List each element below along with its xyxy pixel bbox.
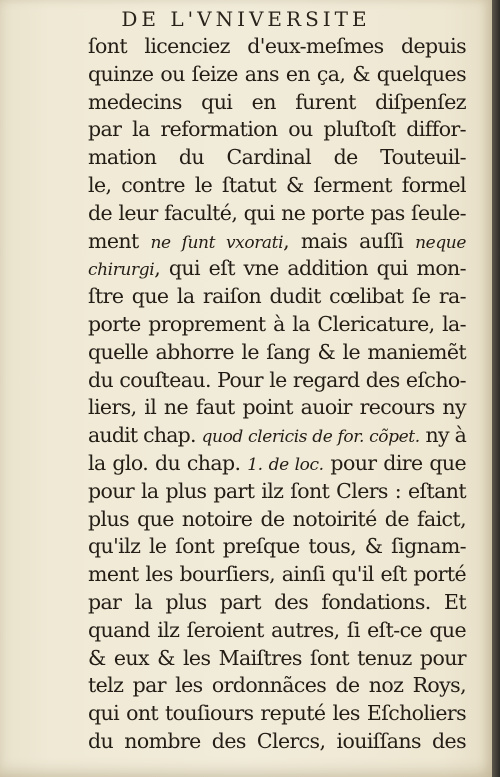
- text-line: [88, 450, 466, 478]
- italic-citation: neque: [415, 232, 467, 253]
- text-line: [88, 672, 466, 700]
- italic-citation: quod clericis de for. cõpet.: [201, 427, 420, 448]
- text-run: quand ilz ſeroient autres, ſi eſt-ce que: [88, 617, 466, 642]
- text-line: [88, 561, 466, 589]
- italic-citation: chirurgi: [88, 260, 155, 281]
- text-run: du couſteau. Pour le regard des eſcho-: [88, 367, 466, 392]
- text-line: [88, 228, 466, 256]
- text-line: [88, 589, 466, 617]
- text-run: pour la plus part ilz ſont Clers : eſtant: [88, 478, 466, 503]
- text-line: [88, 200, 466, 228]
- text-run: par la plus part des fondations. Et: [88, 589, 466, 614]
- text-line: [88, 33, 466, 61]
- text-run: audit chap.: [88, 423, 202, 448]
- text-line: [88, 61, 466, 89]
- text-line: [88, 700, 466, 728]
- text-run: la glo. du chap.: [88, 450, 248, 475]
- text-line: [88, 617, 466, 645]
- text-run: de leur faculté, qui ne porte pas ſeule-: [88, 200, 466, 225]
- text-line: [88, 728, 466, 756]
- text-run: du nombre des Clercs, iouiſſans des: [88, 728, 466, 753]
- text-run: medecins qui en furent diſpenſez: [88, 89, 466, 114]
- text-line: [88, 283, 466, 311]
- text-line: [88, 533, 466, 561]
- text-line: [88, 172, 466, 200]
- text-line: [88, 89, 466, 117]
- text-line: [88, 311, 466, 339]
- italic-citation: 1. de loc.: [247, 454, 324, 475]
- text-run: pour dire que: [323, 450, 466, 475]
- text-run: par la reformation ou pluſtoſt diffor-: [88, 117, 466, 142]
- text-line: [88, 422, 466, 450]
- text-line: [88, 367, 466, 395]
- text-line: [88, 506, 466, 534]
- text-run: liers, il ne faut point auoir recours ny: [88, 395, 466, 420]
- text-line: [88, 144, 466, 172]
- text-run: telz par les ordonnãces de noz Roys,: [88, 673, 466, 698]
- text-line: [88, 478, 466, 506]
- text-run: , mais auſſi: [283, 228, 416, 253]
- page-edge: [492, 0, 500, 777]
- text-line: [88, 116, 466, 144]
- text-run: ſont licenciez d'eux-meſmes depuis: [88, 34, 466, 58]
- italic-citation: ne ſunt vxorati: [150, 232, 284, 253]
- text-run: qui ont touſiours reputé les Eſcholiers: [88, 701, 466, 726]
- text-run: ment: [88, 228, 151, 253]
- text-run: quinze ou ſeize ans en ça, & quelques: [88, 61, 466, 86]
- text-run: , qui eſt vne addition qui mon-: [154, 256, 466, 281]
- body-text: [88, 33, 466, 756]
- text-run: ny à: [419, 423, 466, 448]
- text-run: ment les bourſiers, ainſi qu'il eſt porté: [88, 562, 466, 587]
- text-run: plus que notoire de notoirité de faict,: [88, 506, 466, 531]
- text-run: ſtre que la raiſon dudit cœlibat ſe ra-: [88, 284, 466, 309]
- text-line: [88, 645, 466, 673]
- text-line: [88, 339, 466, 367]
- text-run: mation du Cardinal de Touteuil-: [88, 145, 466, 170]
- text-run: porte proprement à la Clericature, la-: [88, 311, 466, 336]
- text-run: quelle abhorre le ſang & le maniemẽt: [88, 339, 466, 364]
- text-line: [88, 394, 466, 422]
- text-run: & eux & les Maiſtres ſont tenuz pour: [88, 645, 466, 670]
- running-head: DE L'VNIVERSITE: [121, 7, 371, 31]
- text-run: qu'ilz le ſont preſque tous, & ſignam-: [88, 534, 466, 559]
- text-run: le, contre le ſtatut & ſerment formel: [88, 172, 466, 197]
- text-line: [88, 255, 466, 283]
